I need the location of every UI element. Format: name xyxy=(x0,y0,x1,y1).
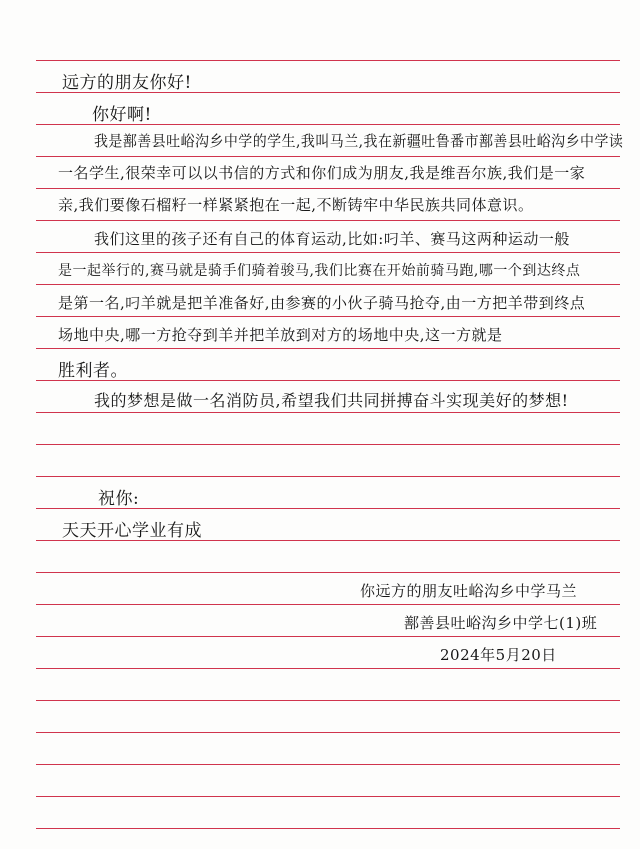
signature-line: 你远方的朋友吐峪沟乡中学马兰 xyxy=(360,582,578,600)
ruled-line xyxy=(36,476,620,477)
paragraph1-line: 一名学生,很荣幸可以以书信的方式和你们成为朋友,我是维吾尔族,我们是一家 xyxy=(58,164,586,182)
ruled-line xyxy=(36,764,620,765)
signature-line: 鄯善县吐峪沟乡中学七(1)班 xyxy=(404,614,598,632)
ruled-line xyxy=(36,156,620,157)
ruled-line xyxy=(36,796,620,797)
ruled-line xyxy=(36,220,620,221)
paragraph1-line: 我是鄯善县吐峪沟乡中学的学生,我叫马兰,我在新疆吐鲁番市鄯善县吐峪沟乡中学读 xyxy=(94,132,624,150)
paragraph2-line: 我们这里的孩子还有自己的体育运动,比如:叼羊、赛马这两种运动一般 xyxy=(94,230,570,248)
ruled-line xyxy=(36,572,620,573)
ruled-line xyxy=(36,636,620,637)
ruled-line xyxy=(36,700,620,701)
greeting: 你好啊! xyxy=(92,105,152,125)
ruled-line xyxy=(36,188,620,189)
ruled-line xyxy=(36,252,620,253)
ruled-line xyxy=(36,668,620,669)
paragraph2-line: 胜利者。 xyxy=(58,361,128,381)
salutation: 远方的朋友你好! xyxy=(62,73,192,93)
paragraph2-line: 是一起举行的,赛马就是骑手们骑着骏马,我们比赛在开始前骑马跑,哪一个到达终点 xyxy=(58,263,581,279)
paragraph3: 我的梦想是做一名消防员,希望我们共同拼搏奋斗实现美好的梦想! xyxy=(94,391,569,410)
ruled-line xyxy=(36,412,620,413)
paragraph1-line: 亲,我们要像石榴籽一样紧紧抱在一起,不断铸牢中华民族共同体意识。 xyxy=(58,196,534,214)
signature-date: 2024年5月20日 xyxy=(440,646,557,664)
ruled-line xyxy=(36,348,620,349)
closing: 祝你: xyxy=(98,489,140,509)
wish: 天天开心学业有成 xyxy=(62,521,202,541)
ruled-line xyxy=(36,444,620,445)
paragraph2-line: 是第一名,叼羊就是把羊准备好,由参赛的小伙子骑马抢夺,由一方把羊带到终点 xyxy=(58,294,586,312)
ruled-line xyxy=(36,60,620,61)
ruled-line xyxy=(36,316,620,317)
ruled-line xyxy=(36,732,620,733)
ruled-line xyxy=(36,284,620,285)
ruled-line xyxy=(36,828,620,829)
ruled-line xyxy=(36,604,620,605)
paragraph2-line: 场地中央,哪一方抢夺到羊并把羊放到对方的场地中央,这一方就是 xyxy=(58,326,503,344)
